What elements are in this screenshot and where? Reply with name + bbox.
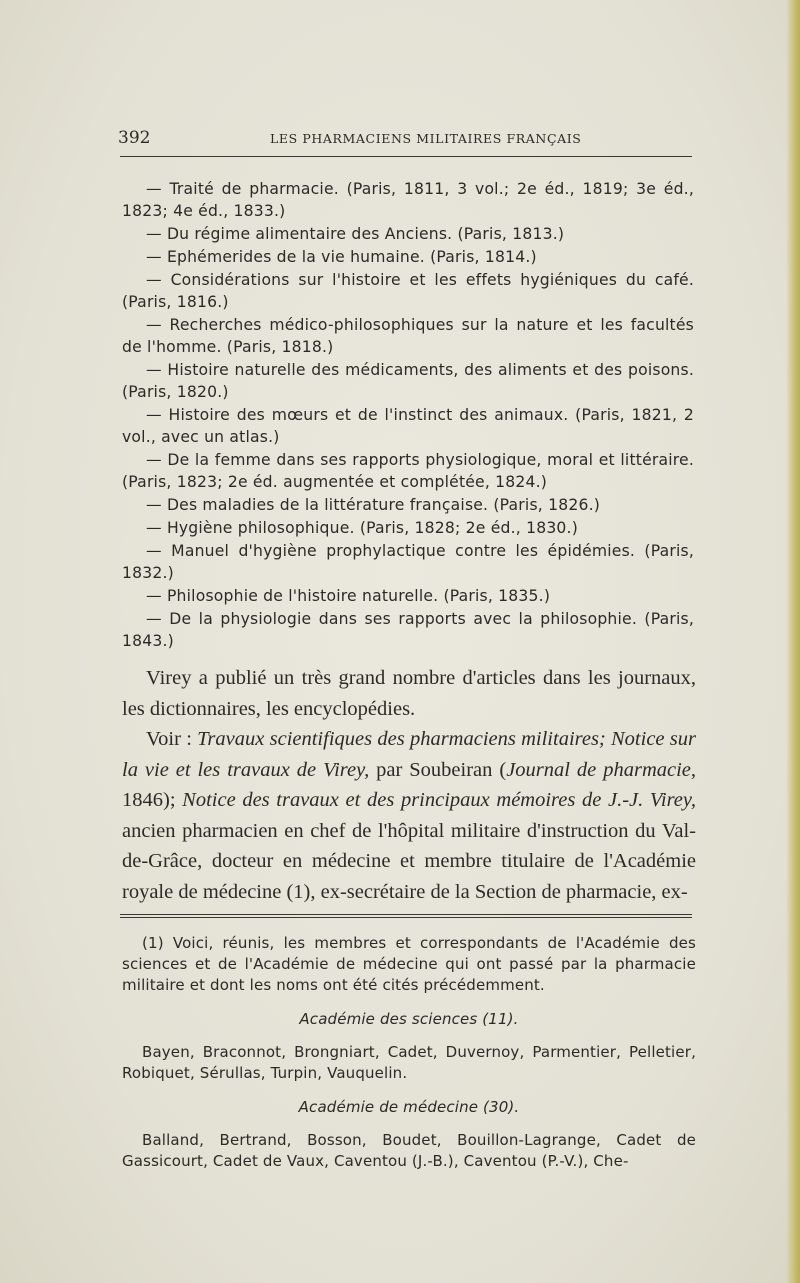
bibliography-entry: — Des maladies de la littérature française. (Paris, 1826.) [146,496,601,514]
page-header [118,128,694,152]
members-medecine: Balland, Bertrand, Bosson, Boudet, Bouillon-Lagrange, Cadet de Gassicourt, Cadet de Vaux, Caventou (J.-B.), Caventou (P.-V.), Che- [122,1131,696,1170]
bibliography-entry: — Hygiène philosophique. (Paris, 1828; 2e éd., 1830.) [146,519,578,537]
bibliography-entry: — De la physiologie dans ses rapports avec la philosophie. (Paris, 1843.) [122,610,694,650]
voir-label: Voir : [146,728,192,750]
paragraph-publications: Virey a publié un très grand nombre d'articles dans les journaux, les dictionnaires, les encyclopédies. [122,667,696,720]
bibliography-list [122,178,694,653]
paragraph-references [122,724,696,907]
journal-title: Journal de pharmacie, [506,758,697,781]
bibliography-entry: — Histoire des mœurs et de l'instinct des animaux. (Paris, 1821, 2 vol., avec un atlas.) [122,406,694,446]
bibliography-entry: — Du régime alimentaire des Anciens. (Paris, 1813.) [146,225,565,243]
journal-year: 1846); [122,789,176,811]
header-rule [120,156,692,157]
paragraph-rest: ancien pharmacien en chef de l'hôpital militaire d'instruction du Val-de-Grâce, docteur en médecine et membre titulaire de l'Académie royale de médecine (1), ex-secrétaire de la Section de pharmacie, ex- [122,819,696,903]
footnote-rule-secondary [120,917,692,918]
footnote-rule [120,914,692,915]
work-title: Travaux scientifiques des pharmaciens militaires; Notice sur la vie et les travaux de Virey, [122,728,696,781]
bibliography-entry: — Ephémerides de la vie humaine. (Paris, 1814.) [146,248,537,266]
bibliography-entry: — Histoire naturelle des médicaments, des aliments et des poisons. (Paris, 1820.) [122,361,694,401]
running-title: LES PHARMACIENS MILITAIRES FRANÇAIS [270,131,582,146]
author-text: par Soubeiran ( [376,758,507,781]
heading-academie-sciences: Académie des sciences (11). [299,1010,519,1028]
bibliography-entry: — Manuel d'hygiène prophylactique contre les épidémies. (Paris, 1832.) [122,542,694,582]
page-edge [786,0,800,1283]
notice-title: Notice des travaux et des principaux mémoires de J.-J. Virey, [182,789,696,811]
bibliography-entry: — Traité de pharmacie. (Paris, 1811, 3 vol.; 2e éd., 1819; 3e éd., 1823; 4e éd., 1833.) [122,180,694,220]
members-sciences: Bayen, Braconnot, Brongniart, Cadet, Duvernoy, Parmentier, Pelletier, Robiquet, Sérullas, Turpin, Vauquelin. [122,1043,696,1082]
heading-academie-medecine: Académie de médecine (30). [298,1098,520,1116]
footnote-intro: (1) Voici, réunis, les membres et correspondants de l'Académie des sciences et de l'Académie de médecine qui ont passé par la pharmacie militaire et dont les noms ont été cités précédemment. [122,934,696,994]
bibliography-entry: — Considérations sur l'histoire et les effets hygiéniques du café. (Paris, 1816.) [122,271,694,311]
bibliography-entry: — Recherches médico-philosophiques sur la nature et les facultés de l'homme. (Paris, 1818.) [122,316,694,356]
bibliography-entry: — Philosophie de l'histoire naturelle. (Paris, 1835.) [146,587,551,605]
bibliography-entry: — De la femme dans ses rapports physiologique, moral et littéraire. (Paris, 1823; 2e éd. augmentée et complétée, 1824.) [122,451,694,491]
page-number: 392 [118,128,151,148]
main-text [122,663,696,907]
footnote [122,933,696,1172]
